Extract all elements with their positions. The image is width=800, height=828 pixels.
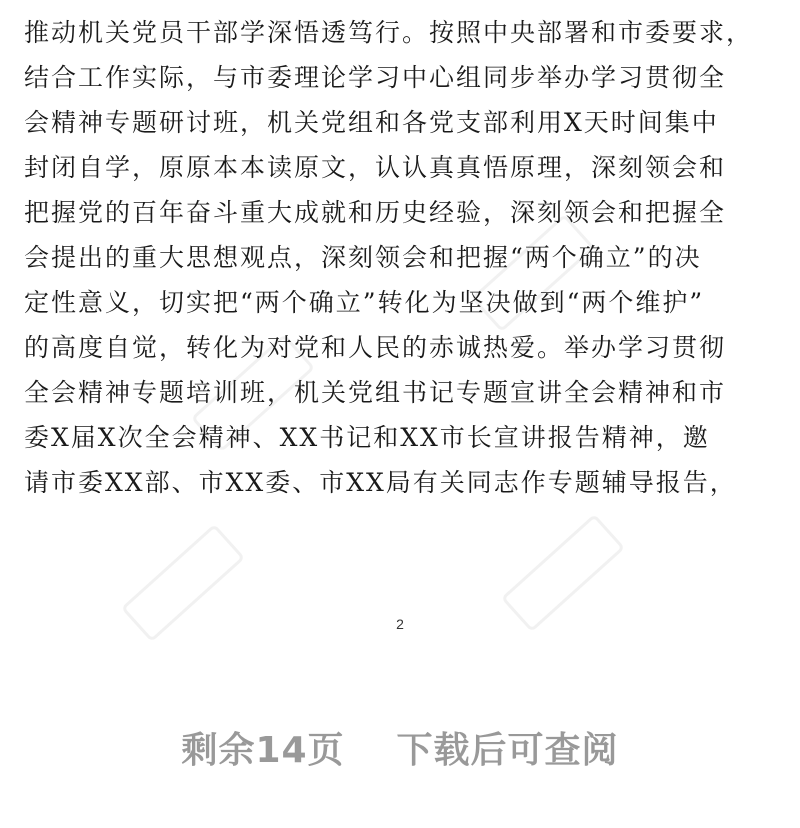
remaining-pages-label: 剩余14页 [181,730,345,771]
text-line: 结合工作实际，与市委理论学习中心组同步举办学习贯彻全 [24,63,727,92]
page-number: 2 [396,616,404,632]
download-to-view-label: 下载后可查阅 [396,730,619,771]
text-line: 把握党的百年奋斗重大成就和历史经验，深刻领会和把握全 [24,198,727,227]
text-line: 会精神专题研讨班，机关党组和各党支部利用X天时间集中 [24,108,719,137]
document-body [24,0,784,505]
watermark-logo [501,514,625,632]
download-prompt[interactable] [0,722,800,773]
text-line: 请市委XX部、市XX委、市XX局有关同志作专题辅导报告， [24,468,737,497]
text-line: 的高度自觉，转化为对党和人民的赤诚热爱。举办学习贯彻 [24,333,727,362]
text-line: 全会精神专题培训班，机关党组书记专题宣讲全会精神和市 [24,378,727,407]
text-line: 封闭自学，原原本本读原文，认认真真悟原理，深刻领会和 [24,153,727,182]
text-line: 会提出的重大思想观点，深刻领会和把握“两个确立”的决 [24,243,702,272]
text-line: 定性意义，切实把“两个确立”转化为坚决做到“两个维护” [24,288,705,317]
text-line: 推动机关党员干部学深悟透笃行。按照中央部署和市委要求， [24,18,754,47]
text-line: 委X届X次全会精神、XX书记和XX市长宣讲报告精神，邀 [24,423,710,452]
